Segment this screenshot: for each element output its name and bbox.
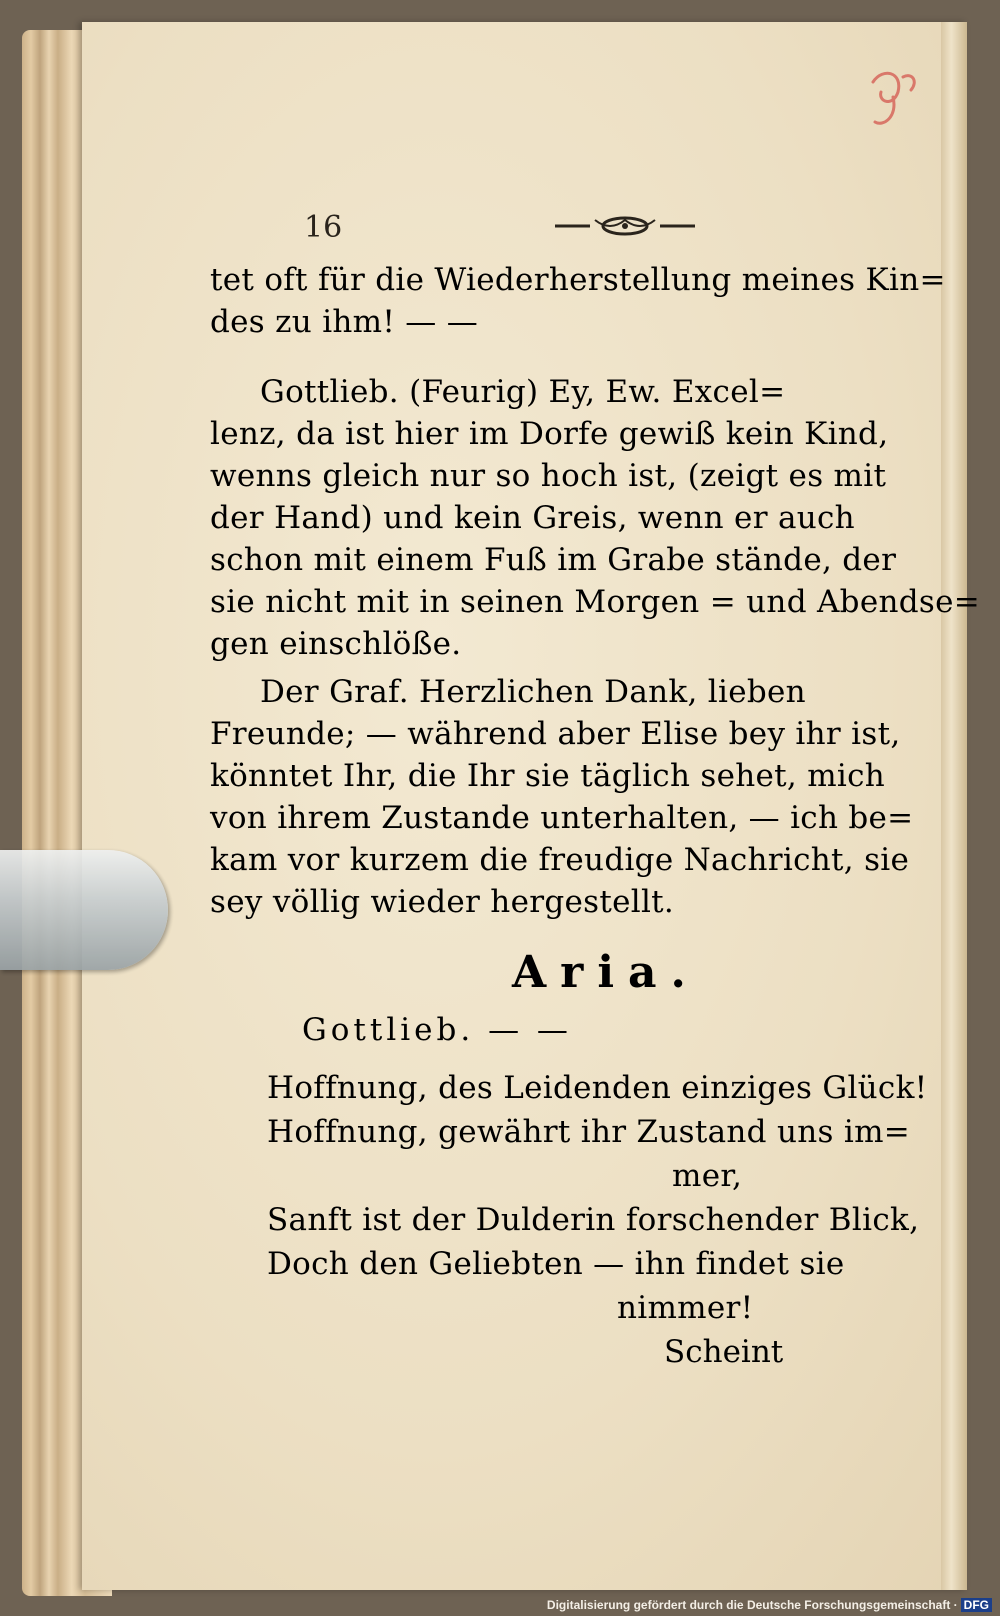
- decorative-ornament-icon: [550, 214, 700, 238]
- verse-line-4: Sanft ist der Dulderin forschender Blick,: [267, 1202, 920, 1238]
- footer-credit: [547, 1598, 992, 1612]
- text-line: der Hand) und kein Greis, wenn er auch: [210, 500, 855, 536]
- page-content: [212, 202, 902, 250]
- text-line: tet oft für die Wiederherstellung meines Kin=: [210, 262, 946, 298]
- text-line: von ihrem Zustande unterhalten, — ich be=: [210, 800, 914, 836]
- verse-line-3: mer,: [672, 1158, 743, 1194]
- page-number: 16: [304, 210, 343, 245]
- aria-speaker: Gottlieb. — —: [302, 1012, 572, 1048]
- book-page: [82, 22, 981, 1590]
- text-line: schon mit einem Fuß im Grabe stände, der: [210, 542, 897, 578]
- verse-line-6: nimmer!: [617, 1290, 754, 1326]
- pencil-annotation-mark: [863, 62, 923, 132]
- verse-line-1: Hoffnung, des Leidenden einziges Glück!: [267, 1070, 928, 1106]
- text-line: gen einschlöße.: [210, 626, 462, 662]
- catchword: Scheint: [664, 1334, 784, 1370]
- page-gutter-edge: [941, 22, 967, 1590]
- text-line: Gottlieb. (Feurig) Ey, Ew. Excel=: [260, 374, 786, 410]
- text-line: sey völlig wieder hergestellt.: [210, 884, 675, 920]
- text-line: Der Graf. Herzlichen Dank, lieben: [260, 674, 806, 710]
- verse-line-5: Doch den Geliebten — ihn findet sie: [267, 1246, 845, 1282]
- footer-text: Digitalisierung gefördert durch die Deutsche Forschungsgemeinschaft ·: [546, 1598, 958, 1612]
- verse-line-2: Hoffnung, gewährt ihr Zustand uns im=: [267, 1114, 911, 1150]
- text-line: könntet Ihr, die Ihr sie täglich sehet, mich: [210, 758, 886, 794]
- aria-heading: Aria.: [512, 947, 700, 998]
- dfg-logo: DFG: [961, 1598, 992, 1612]
- text-line: Freunde; — während aber Elise bey ihr ist,: [210, 716, 901, 752]
- page-holder-clip: [0, 850, 168, 970]
- text-line: des zu ihm! — —: [210, 304, 479, 340]
- text-line: sie nicht mit in seinen Morgen = und Abendse=: [210, 584, 981, 620]
- page-header: [212, 202, 902, 250]
- text-line: lenz, da ist hier im Dorfe gewiß kein Kind,: [210, 416, 889, 452]
- text-line: kam vor kurzem die freudige Nachricht, sie: [210, 842, 910, 878]
- text-line: wenns gleich nur so hoch ist, (zeigt es mit: [210, 458, 887, 494]
